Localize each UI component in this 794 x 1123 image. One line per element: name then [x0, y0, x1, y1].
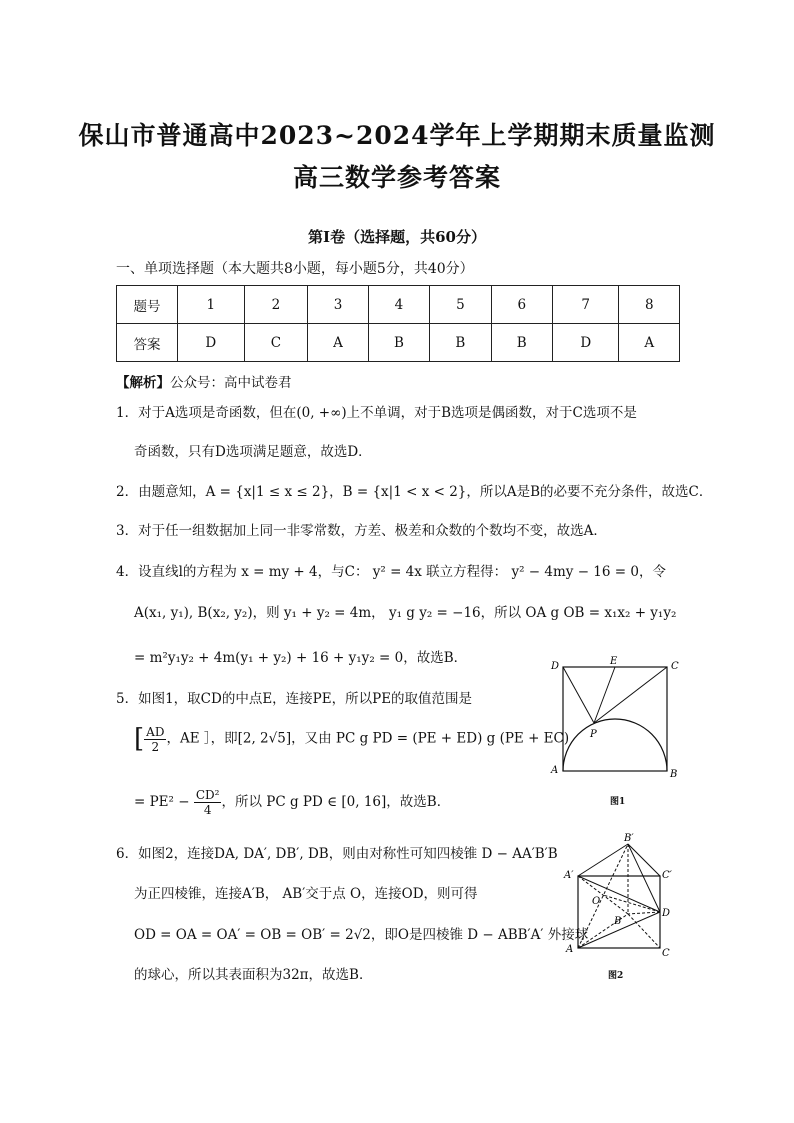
solution-q5-line3-text: ，所以 PC g PD ∈ [0, 16]，故选B．: [221, 794, 451, 810]
solution-q5-line1: 5．如图1，取CD的中点E，连接PE，所以PE的取值范围是: [116, 691, 473, 707]
fraction-cd2-4: [194, 788, 222, 817]
seg-db1: [628, 844, 660, 912]
solution-q1-line1: 1．对于A选项是奇函数，但在(0, +∞)上不单调，对于B选项是偶函数，对于C选项不是: [116, 405, 637, 421]
answer-table: [116, 285, 680, 362]
fraction-numerator: CD²: [195, 788, 220, 802]
solution-q4-line1: 4．设直线l的方程为 x = my + 4，与C： y² = 4x 联立方程得： y² − 4my − 16 = 0，令: [116, 564, 666, 580]
solution-q1-line2: 奇函数，只有D选项满足题意，故选D．: [134, 444, 372, 460]
label-c-prime: C′: [662, 870, 672, 881]
solution-q5-line2-text: ，AE ］，即[2, 2√5]，又由 PC g PD = (PE + ED) g (PE + EC): [166, 730, 570, 747]
table-row-header: 答案: [117, 324, 178, 362]
fraction-denominator: 4: [203, 803, 212, 817]
figure-1-caption: 图1: [610, 797, 626, 807]
label-e: E: [610, 656, 618, 667]
document-title: 保山市普通高中2023~2024学年上学期期末质量监测: [78, 121, 716, 150]
label-c: C: [671, 661, 679, 672]
label-o: O: [592, 896, 601, 907]
table-cell: 5: [430, 286, 491, 324]
table-cell: 3: [308, 286, 368, 324]
figure-2-diagram: [560, 832, 680, 962]
analysis-label: 【解析】: [116, 375, 170, 391]
table-cell: 7: [552, 286, 619, 324]
table-cell: D: [178, 324, 245, 362]
figure-1-diagram: [548, 655, 688, 785]
solution-q5-line2: [134, 724, 569, 754]
solution-q6-line3: OD = OA = OA′ = OB = OB′ = 2√2，即O是四棱锥 D − ABB′A′ 外接球: [134, 927, 589, 943]
analysis-note: 公众号：高中试卷君: [170, 375, 292, 391]
fraction-ad-2: [144, 725, 166, 754]
label-b: B: [614, 916, 622, 927]
edge-b1c1: [628, 844, 660, 876]
solution-q3: 3．对于任一组数据加上同一非零常数，方差、极差和众数的个数均不变，故选A．: [116, 523, 607, 539]
fraction-numerator: AD: [146, 724, 165, 739]
solution-q5-line3-pre: = PE² −: [134, 794, 190, 810]
label-d: D: [551, 661, 560, 672]
table-cell: B: [368, 324, 429, 362]
table-cell: B: [491, 324, 552, 362]
solution-q5-line3: [134, 788, 450, 817]
analysis-heading: [116, 371, 292, 391]
table-cell: C: [244, 324, 308, 362]
solution-q6-line4: 的球心，所以其表面积为32π，故选B．: [134, 967, 373, 983]
table-cell: 4: [368, 286, 429, 324]
table-cell: A: [308, 324, 368, 362]
label-b: B: [670, 769, 678, 780]
figure-2-caption: 图2: [608, 971, 624, 981]
table-row-numbers: [117, 286, 680, 324]
label-c: C: [662, 948, 670, 959]
table-cell: 2: [244, 286, 308, 324]
table-cell: 1: [178, 286, 245, 324]
label-p: P: [590, 729, 597, 740]
solution-q4-line2: A(x₁, y₁), B(x₂, y₂)，则 y₁ + y₂ = 4m， y₁ g y₂ = −16，所以 OA g OB = x₁x₂ + y₁y₂: [134, 605, 677, 621]
table-cell: 6: [491, 286, 552, 324]
table-cell: B: [430, 324, 491, 362]
label-a: A: [566, 944, 574, 955]
fraction-denominator: 2: [151, 739, 160, 754]
segment-dp: [563, 667, 594, 723]
solution-q6-line2: 为正四棱锥，连接A′B， AB′交于点 O，连接OD，则可得: [134, 886, 478, 902]
document-subtitle: 高三数学参考答案: [292, 163, 501, 192]
table-cell: D: [552, 324, 619, 362]
solution-q6-line1: 6．如图2，连接DA, DA′, DB′, DB，则由对称性可知四棱锥 D − AA′B′B: [116, 846, 558, 862]
solution-q4-line3: = m²y₁y₂ + 4m(y₁ + y₂) + 16 + y₁y₂ = 0，故选B．: [134, 650, 468, 666]
seg-od: [603, 895, 660, 912]
solution-q2: 2．由题意知，A = {x|1 ≤ x ≤ 2}，B = {x|1 < x < 2}，所以A是B的必要不充分条件，故选C．: [116, 484, 713, 500]
label-a-prime: A′: [564, 870, 574, 881]
semicircle-arc: [563, 719, 667, 771]
table-row-answers: [117, 324, 680, 362]
bracket-glyph: [: [134, 724, 145, 754]
table-cell: 8: [619, 286, 680, 324]
table-cell: A: [619, 324, 680, 362]
section-heading: 一、单项选择题（本大题共8小题，每小题5分，共40分）: [116, 261, 474, 277]
label-a: A: [551, 765, 559, 776]
table-row-header: 题号: [117, 286, 178, 324]
label-b-prime: B′: [624, 833, 634, 844]
label-d: D: [662, 908, 671, 919]
volume-heading: 第Ⅰ卷（选择题，共60分）: [308, 228, 486, 246]
